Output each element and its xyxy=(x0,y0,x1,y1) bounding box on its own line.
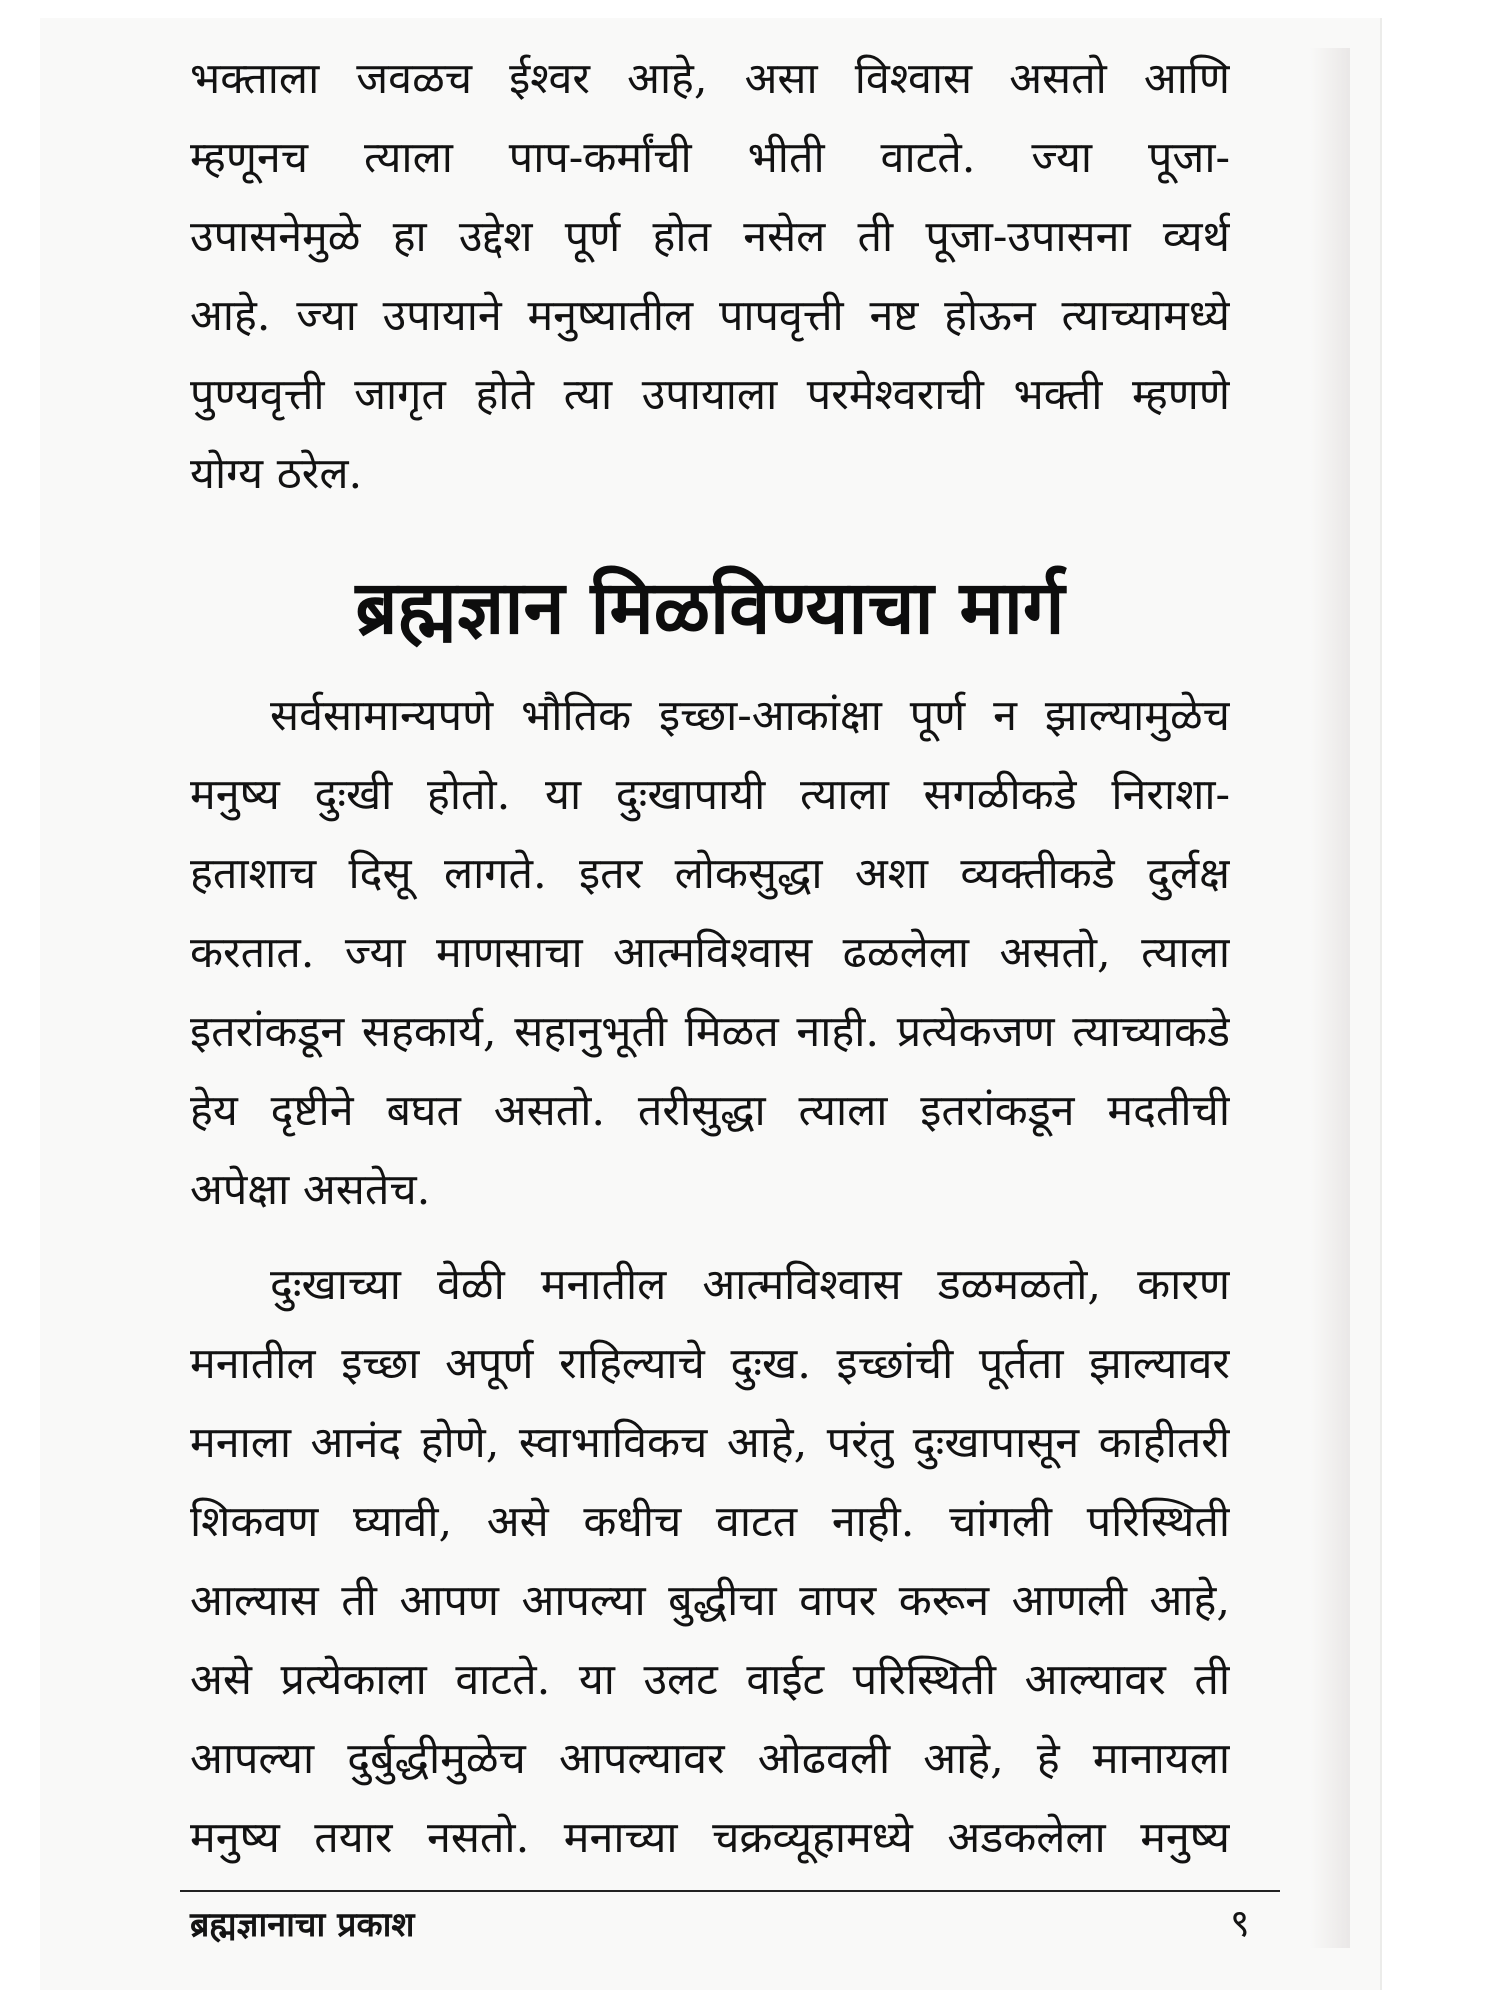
text-line: भक्ताला जवळच ईश्वर आहे, असा विश्वास असतो आणि xyxy=(190,54,1230,104)
section-heading: ब्रह्मज्ञान मिळविण्याचा मार्ग xyxy=(355,565,1065,651)
text-line: हताशाच दिसू लागते. इतर लोकसुद्धा अशा व्यक्तीकडे दुर्लक्ष xyxy=(190,849,1230,899)
text-line: शिकवण घ्यावी, असे कधीच वाटत नाही. चांगली परिस्थिती xyxy=(190,1497,1230,1547)
text-line: मनुष्य तयार नसतो. मनाच्या चक्रव्यूहामध्ये अडकलेला मनुष्य xyxy=(190,1813,1230,1863)
top-paragraph xyxy=(190,40,1230,514)
paragraph-2 xyxy=(190,1246,1230,1878)
footer-book-title: ब्रह्मज्ञानाचा प्रकाश xyxy=(190,1905,415,1945)
text-line: मनाला आनंद होणे, स्वाभाविकच आहे, परंतु दुःखापासून काहीतरी xyxy=(190,1418,1230,1468)
text-line: अपेक्षा असतेच. xyxy=(190,1165,431,1215)
bleed-through-shadow xyxy=(1310,48,1350,1948)
book-page xyxy=(40,18,1382,1990)
text-line: उपासनेमुळे हा उद्देश पूर्ण होत नसेल ती पूजा-उपासना व्यर्थ xyxy=(190,212,1230,262)
text-line: म्हणूनच त्याला पाप-कर्मांची भीती वाटते. ज्या पूजा- xyxy=(190,133,1230,183)
page-number: ९ xyxy=(1230,1901,1250,1945)
footer-divider xyxy=(180,1890,1280,1892)
text-line: मनुष्य दुःखी होतो. या दुःखापायी त्याला सगळीकडे निराशा- xyxy=(190,770,1230,820)
text-line: हेय दृष्टीने बघत असतो. तरीसुद्धा त्याला इतरांकडून मदतीची xyxy=(190,1086,1230,1136)
paragraph-1 xyxy=(190,677,1230,1230)
text-line: मनातील इच्छा अपूर्ण राहिल्याचे दुःख. इच्छांची पूर्तता झाल्यावर xyxy=(190,1339,1230,1389)
text-line: आल्यास ती आपण आपल्या बुद्धीचा वापर करून आणली आहे, xyxy=(190,1576,1230,1626)
text-line: आपल्या दुर्बुद्धीमुळेच आपल्यावर ओढवली आहे, हे मानायला xyxy=(190,1734,1230,1784)
text-line: इतरांकडून सहकार्य, सहानुभूती मिळत नाही. प्रत्येकजण त्याच्याकडे xyxy=(190,1007,1230,1057)
text-line: सर्वसामान्यपणे भौतिक इच्छा-आकांक्षा पूर्ण न झाल्यामुळेच xyxy=(270,691,1230,741)
text-line: पुण्यवृत्ती जागृत होते त्या उपायाला परमेश्वराची भक्ती म्हणणे xyxy=(190,370,1230,420)
text-line: करतात. ज्या माणसाचा आत्मविश्वास ढळलेला असतो, त्याला xyxy=(190,928,1230,978)
text-line: दुःखाच्या वेळी मनातील आत्मविश्वास डळमळतो, कारण xyxy=(270,1260,1230,1310)
text-line: असे प्रत्येकाला वाटते. या उलट वाईट परिस्थिती आल्यावर ती xyxy=(190,1655,1230,1705)
text-line: आहे. ज्या उपायाने मनुष्यातील पापवृत्ती नष्ट होऊन त्याच्यामध्ये xyxy=(190,291,1230,341)
text-line: योग्य ठरेल. xyxy=(190,449,363,499)
